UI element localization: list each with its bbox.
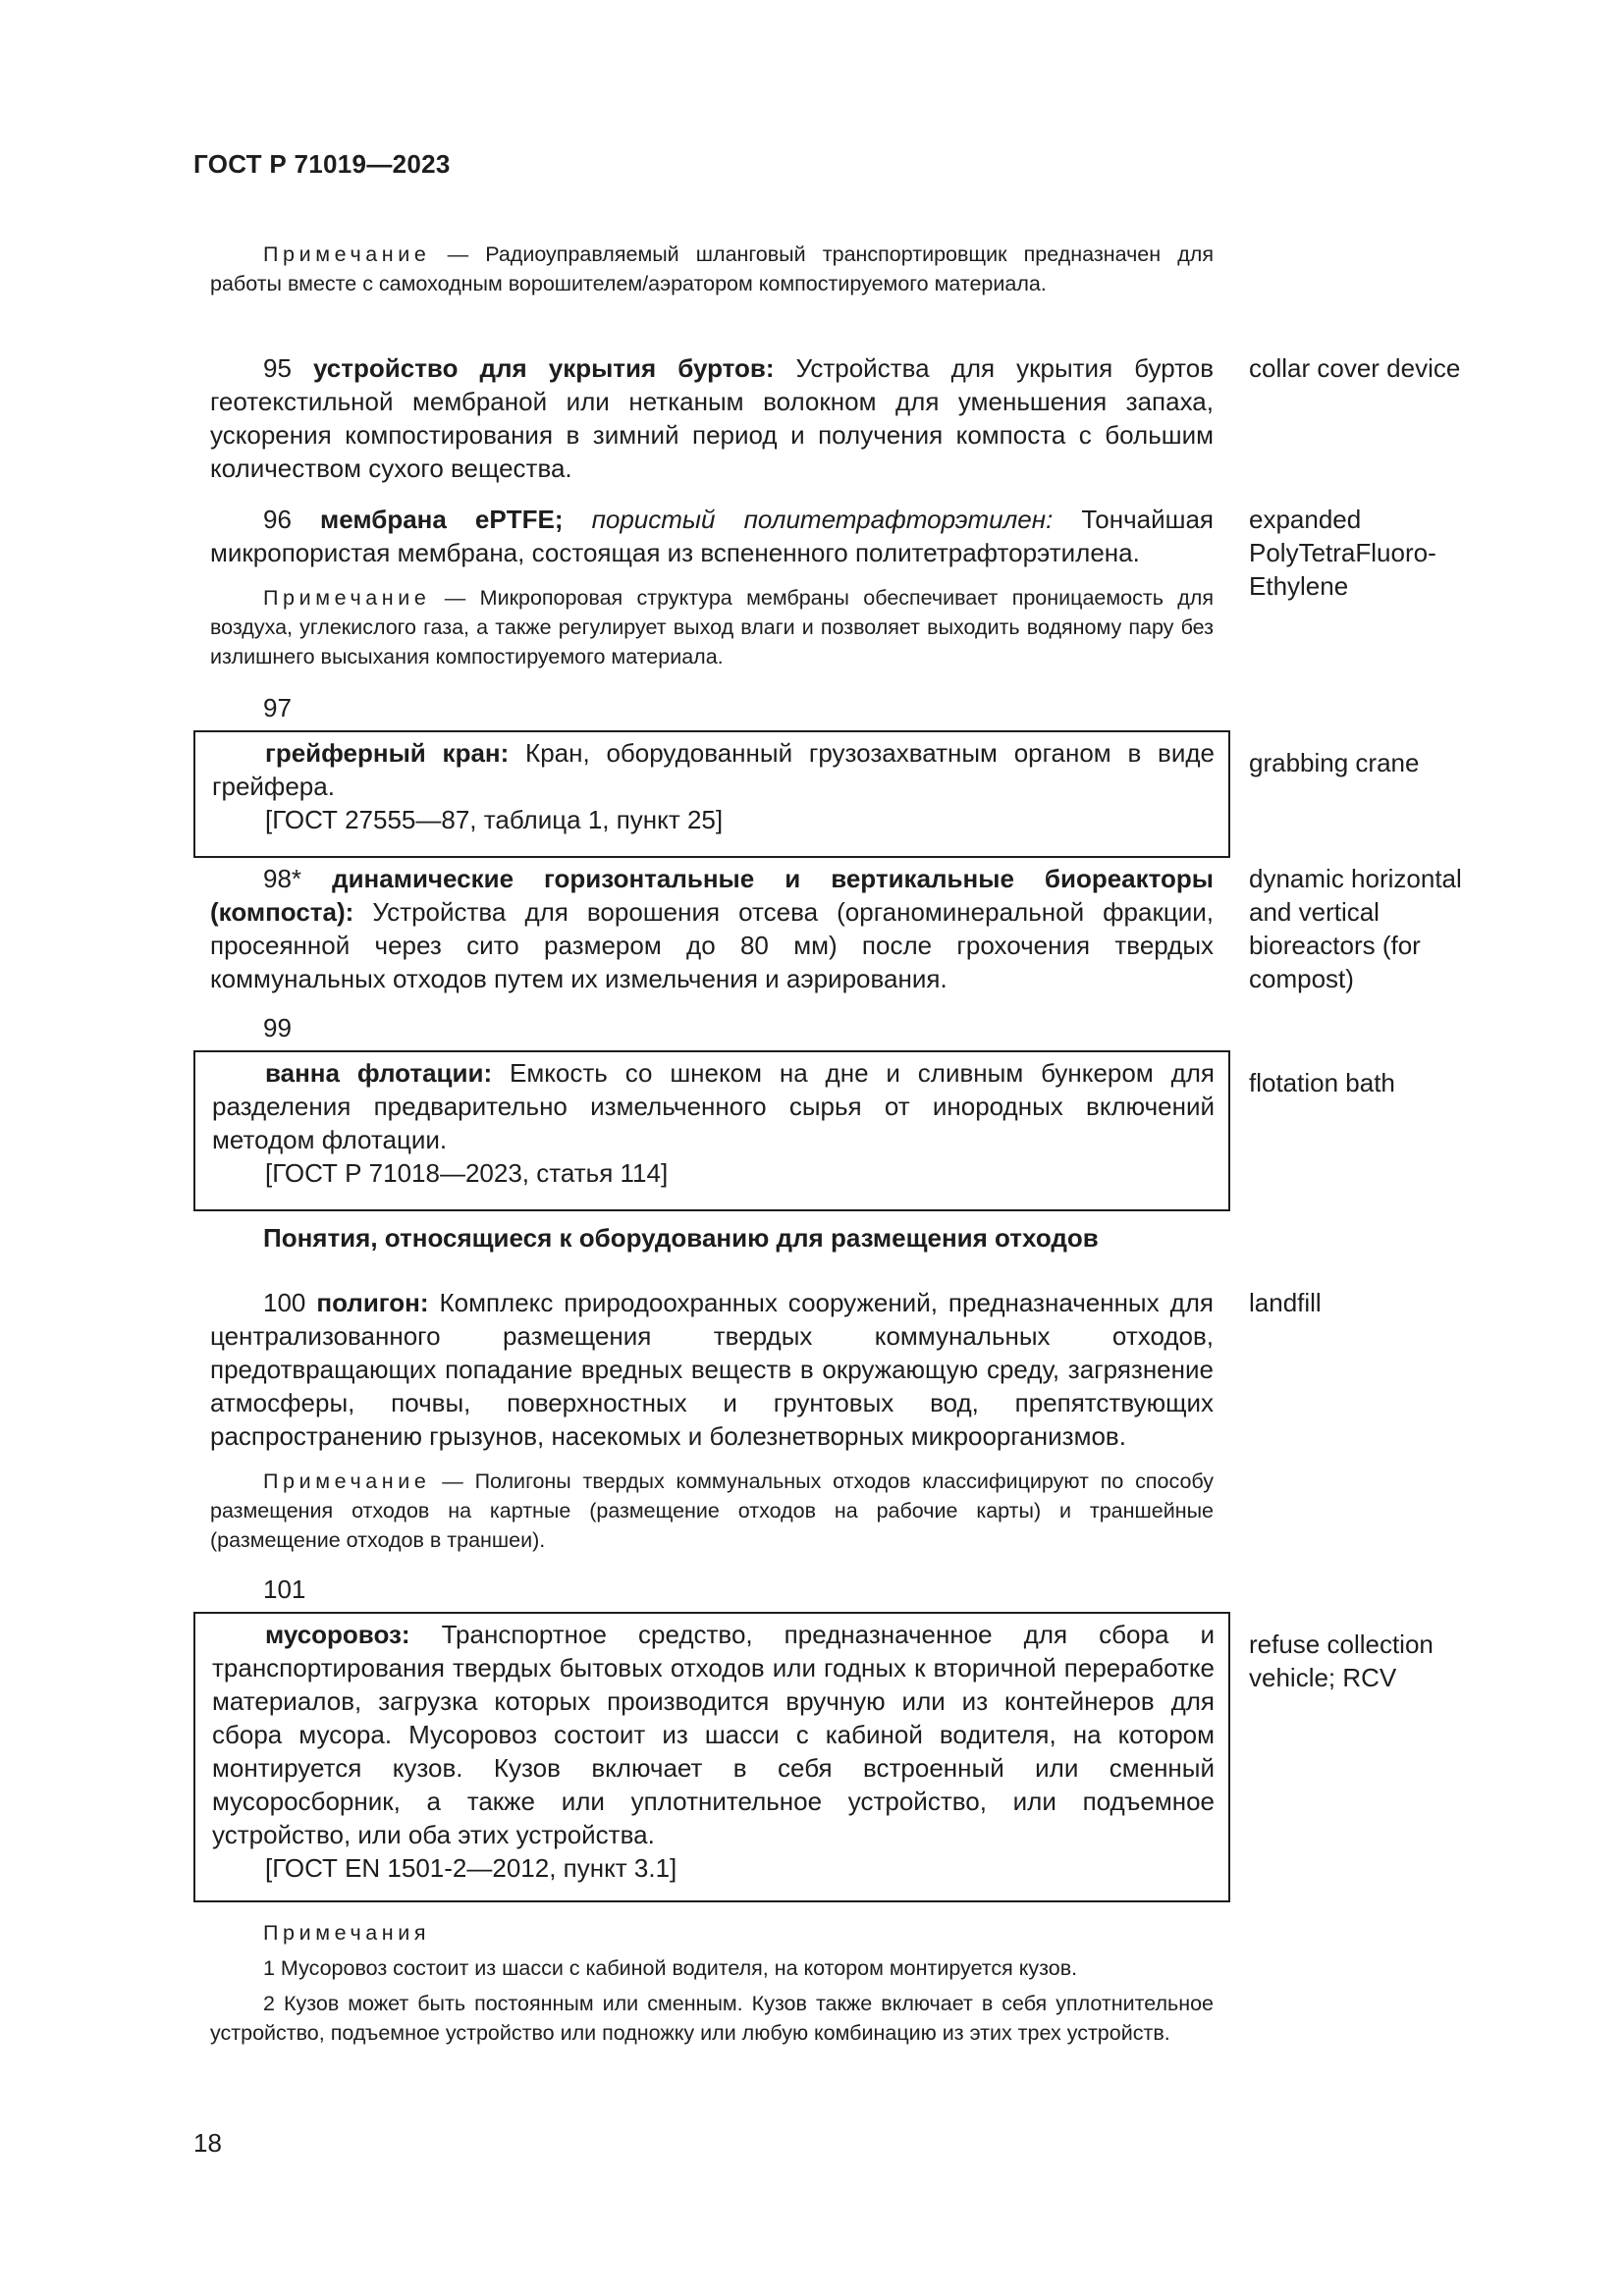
term-95-english: collar cover device — [1249, 353, 1461, 383]
term-101-definition: Транспортное средство, предназначенное для сбора и транспортирования твердых бытовых отходов или годных к вторичной переработке материалов, загрузка которых производится вручную или из контейнеров для сбора мусора. Мусоровоз состоит из шасси с кабиной водителя, на котором монтируется кузов. Кузов включает в себя встроенный или сменный мусоросборник, а также или уплотнительное устройство, или подъемное устройство, или оба этих устройства. — [212, 1620, 1215, 1849]
term-100-note: Примечание — Полигоны твердых коммунальных отходов классифицируют по способу размещения отходов на картные (размещение отходов на рабочие карты) и траншейные (размещение отходов в траншеи). — [210, 1469, 1214, 1552]
term-97-box — [193, 730, 1230, 858]
note-top: Примечание — Радиоуправляемый шланговый транспортировщик предназначен для работы вместе с самоходным ворошителем/аэратором компостируемого материала. — [210, 242, 1214, 295]
note-text: Радиоуправляемый шланговый транспортировщик предназначен для работы вместе с самоходным ворошителем/аэратором компостируемого материала. — [210, 242, 1214, 295]
term-101-box — [193, 1612, 1230, 1902]
term-101-number: 101 — [263, 1575, 306, 1604]
term-100-definition: Комплекс природоохранных сооружений, предназначенных для централизованного размещения твердых коммунальных отходов, предотвращающих попадание вредных веществ в окружающую среду, загрязнение атмосферы, почвы, поверхностных и грунтовых вод, препятствующих распространению грызунов, насекомых и болезнетворных микроорганизмов. — [210, 1288, 1214, 1451]
term-99-box — [193, 1050, 1230, 1211]
term-96: 96 мембрана ePTFE; пористый политетрафторэтилен: Тончайшая микропористая мембрана, состоящая из вспененного политетрафторэтилена. — [210, 505, 1214, 567]
term-98: 98* динамические горизонтальные и вертикальные биореакторы (компоста): Устройства для ворошения отсева (органоминеральной фракции, просеянной через сито размером до 80 мм) после грохочения твердых коммунальных отходов путем их измельчения и аэрирования. — [210, 864, 1215, 993]
note-label: Примечание — [263, 242, 431, 266]
term-97-definition: Кран, оборудованный грузозахватным органом в виде грейфера. — [212, 738, 1215, 801]
document-header: ГОСТ Р 71019—2023 — [193, 149, 451, 179]
term-96-english: expanded PolyTetraFluoro-Ethylene — [1249, 505, 1436, 601]
term-97-name: грейферный кран: — [265, 738, 510, 768]
term-98-english: dynamic horizontal and vertical bioreactors (for compost) — [1249, 864, 1462, 993]
term-96-note: Примечание — Микропоровая структура мембраны обеспечивает проницаемость для воздуха, углекислого газа, а также регулирует выход влаги и позволяет выходить водяному пару без излишнего высыхания компостируемого материала. — [210, 586, 1214, 668]
term-101-reference: [ГОСТ EN 1501-2—2012, пункт 3.1] — [265, 1853, 677, 1883]
term-95: 95 устройство для укрытия буртов: Устройства для укрытия буртов геотекстильной мембраной или нетканым волокном для уменьшения запаха, ускорения компостирования в зимний период и получения компоста с большим количеством сухого вещества. — [210, 353, 1214, 483]
term-99-name: ванна флотации: — [265, 1058, 493, 1088]
term-99-number: 99 — [263, 1013, 292, 1042]
term-98-name: динамические горизонтальные и вертикальные биореакторы (компоста): — [210, 864, 1215, 927]
page-number: 18 — [193, 2128, 222, 2158]
term-101-name: мусоровоз: — [265, 1620, 410, 1649]
term-97-number: 97 — [263, 693, 292, 722]
term-101-notes — [210, 1918, 1214, 2048]
notes-label: Примечания — [263, 1921, 431, 1945]
term-97-english: grabbing crane — [1249, 748, 1420, 777]
note-item-2: 2 Кузов может быть постоянным или сменным. Кузов также включает в себя уплотнительное устройство, подъемное устройство или подножку или любую комбинацию из этих трех устройств. — [210, 1992, 1214, 2045]
term-95-definition: Устройства для укрытия буртов геотекстильной мембраной или нетканым волокном для уменьшения запаха, ускорения компостирования в зимний период и получения компоста с большим количеством сухого вещества. — [210, 353, 1214, 483]
term-96-definition: Тончайшая микропористая мембрана, состоящая из вспененного политетрафторэтилена. — [210, 505, 1214, 567]
term-99-english: flotation bath — [1249, 1068, 1395, 1097]
term-101-english: refuse collection vehicle; RCV — [1249, 1629, 1434, 1692]
term-98-definition: Устройства для ворошения отсева (органоминеральной фракции, просеянной через сито размером до 80 мм) после грохочения твердых коммунальных отходов путем их измельчения и аэрирования. — [210, 897, 1214, 993]
term-100: 100 полигон: Комплекс природоохранных сооружений, предназначенных для централизованного размещения твердых коммунальных отходов, предотвращающих попадание вредных веществ в окружающую среду, загрязнение атмосферы, почвы, поверхностных и грунтовых вод, препятствующих распространению грызунов, насекомых и болезнетворных микроорганизмов. — [210, 1288, 1214, 1451]
term-99-reference: [ГОСТ Р 71018—2023, статья 114] — [265, 1158, 669, 1188]
term-99-definition: Емкость со шнеком на дне и сливным бункером для разделения предварительно измельченного сырья от инородных включений методом флотации. — [212, 1058, 1215, 1154]
term-97-reference: [ГОСТ 27555—87, таблица 1, пункт 25] — [265, 805, 724, 834]
term-100-name: полигон: — [316, 1288, 429, 1317]
term-95-name: устройство для укрытия буртов: — [312, 353, 775, 383]
term-96-synonym: пористый политетрафторэтилен: — [563, 505, 1054, 534]
term-100-english: landfill — [1249, 1288, 1322, 1317]
section-heading: Понятия, относящиеся к оборудованию для размещения отходов — [263, 1223, 1099, 1253]
term-96-name: мембрана ePTFE; — [320, 505, 564, 534]
note-item-1: 1 Мусоровоз состоит из шасси с кабиной водителя, на котором монтируется кузов. — [263, 1956, 1078, 1980]
